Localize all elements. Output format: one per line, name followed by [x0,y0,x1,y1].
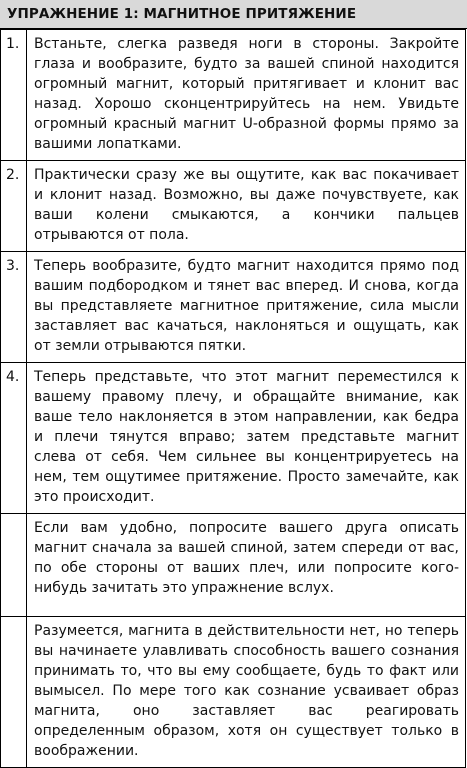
exercise-step-row [1,252,466,363]
exercise-step-row [1,363,466,514]
step-number: 4. [1,363,27,514]
exercise-note-row [1,617,466,768]
exercise-step-row [1,30,466,161]
exercise-note-row [1,514,466,617]
note-text: Если вам удобно, попросите вашего друга описать магнит сначала за вашей спиной, затем спереди от вас, по обе стороны от ваших плеч, или попросите кого-нибудь зачитать это упражнение вслух. [27,514,466,617]
exercise-step-row [1,161,466,252]
step-number: 2. [1,161,27,252]
step-text: Встаньте, слегка разведя ноги в стороны. Закройте глаза и вообразите, будто за вашей спиной находится огромный магнит, который притягивает и клонит вас назад. Хорошо сконцентрируйтесь на нем. Увидьте огромный красный магнит U-образной формы прямо за вашими лопатками. [27,30,466,161]
step-number: 1. [1,30,27,161]
step-text: Практически сразу же вы ощутите, как вас покачивает и клонит назад. Возможно, вы даже почувствуете, как ваши колени смыкаются, а кончики пальцев отрываются от пола. [27,161,466,252]
step-number [1,514,27,617]
exercise-table [0,29,466,768]
step-text: Теперь представьте, что этот магнит переместился к вашему правому плечу, и обращайте внимание, как ваше тело наклоняется в этом направлении, как бедра и плечи тянутся вправо; затем представьте магнит слева от себя. Чем сильнее вы концентрируетесь на нем, тем ощутимее притяжение. Просто замечайте, как это происходит. [27,363,466,514]
step-number: 3. [1,252,27,363]
exercise-title: УПРАЖНЕНИЕ 1: МАГНИТНОЕ ПРИТЯЖЕНИЕ [0,0,467,29]
note-text: Разумеется, магнита в действительности нет, но теперь вы начинаете улавливать способность вашего сознания принимать то, что вы ему сообщаете, будь то факт или вымысел. По мере того как сознание усваивает образ магнита, оно заставляет вас реагировать определенным образом, хотя он существует только в воображении. [27,617,466,768]
step-number [1,617,27,768]
step-text: Теперь вообразите, будто магнит находится прямо под вашим подбородком и тянет вас вперед. И снова, когда вы представляете магнитное притяжение, сила мысли заставляет вас качаться, наклоняться и ощущать, как от земли отрываются пятки. [27,252,466,363]
